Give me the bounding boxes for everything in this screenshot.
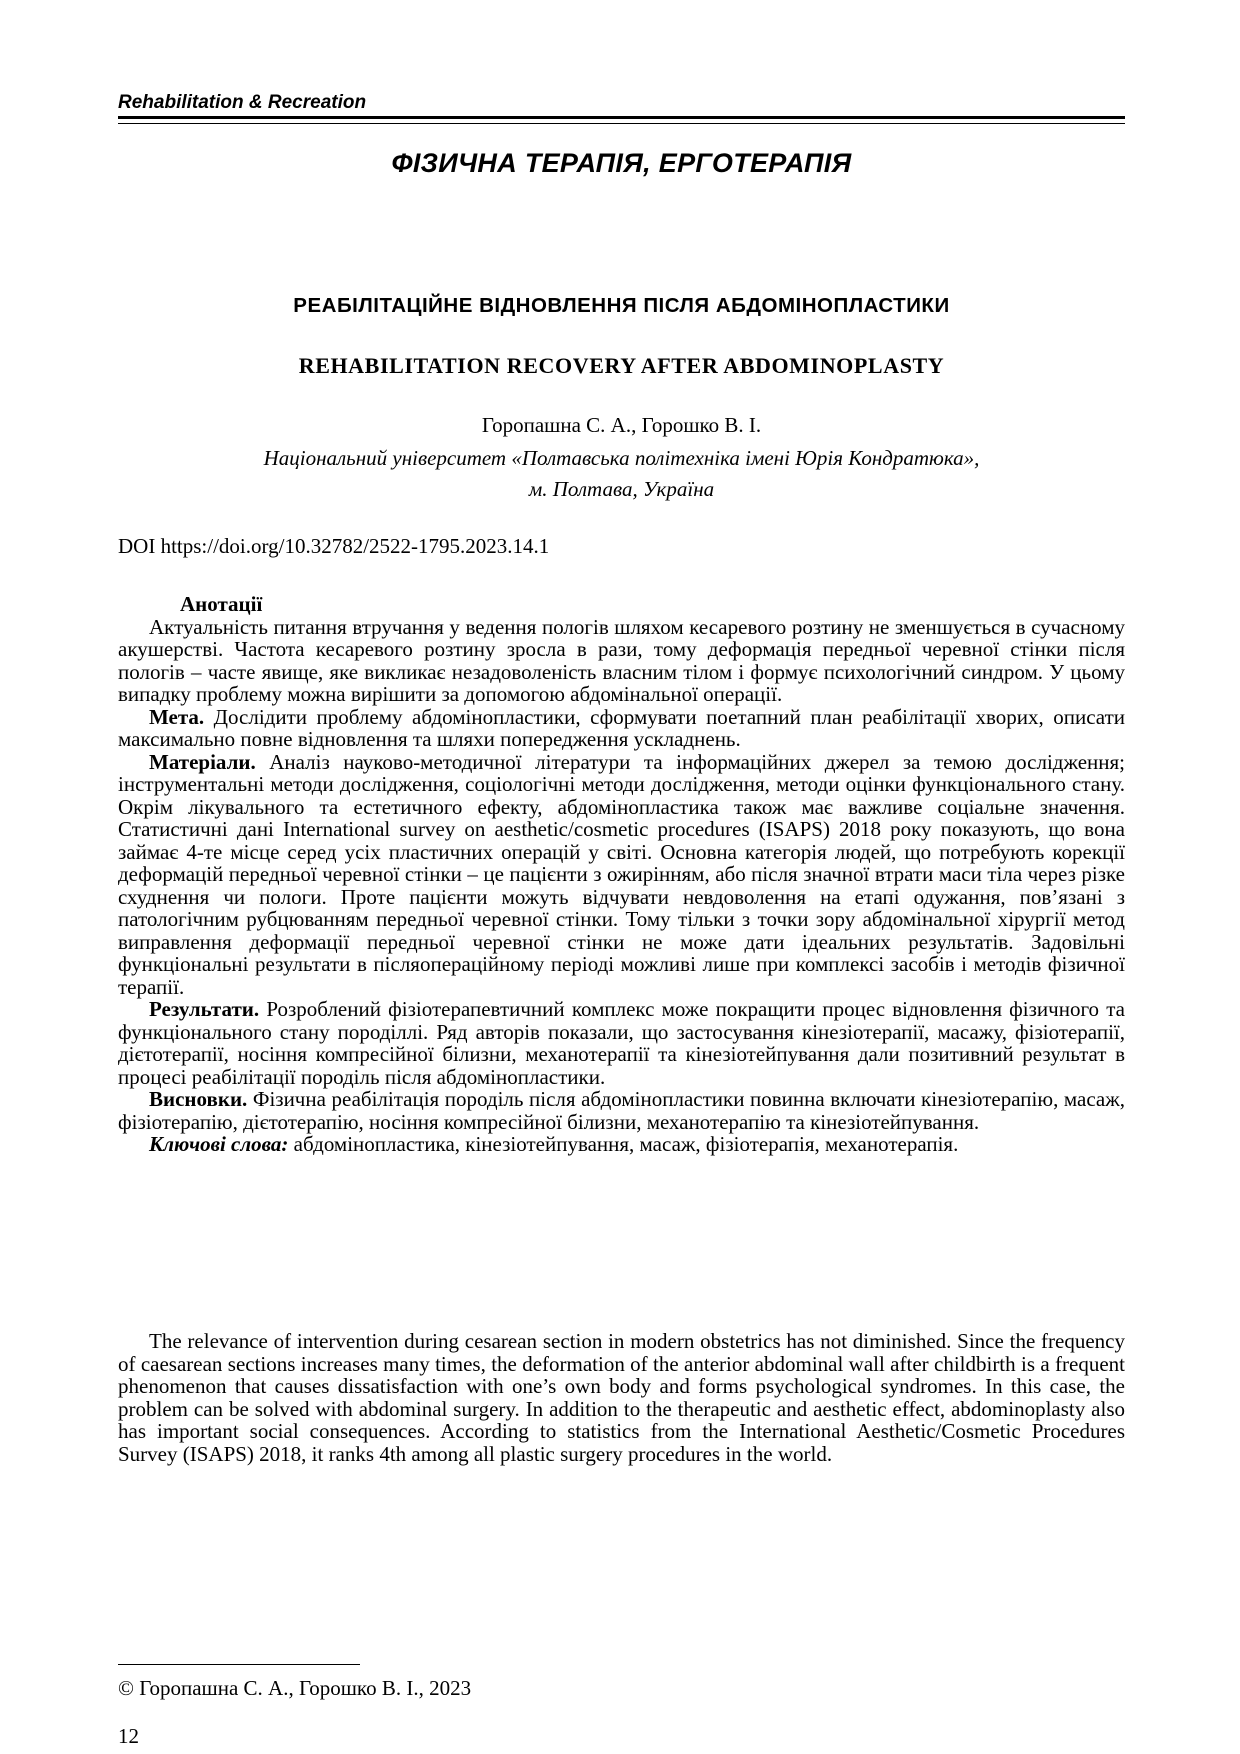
materials-text: Аналіз науково-методичної літератури та інформаційних джерел за темою дослідження; інструментальні методи дослідження, соціологічні методи дослідження, методи оцінки функціонального стану. Окрім лікувального та естетичного ефекту, абдомінопластика також має важливе соціальне значення. Статистичні дані International survey on aesthetic/cosmetic procedures (ISAPS) 2018 року показують, що вона займає 4-те місце серед усіх пластичних операцій у світі. Основна категорія людей, що потребують корекції деформацій передньої черевної стінки – це пацієнти з ожирінням, або після значної втрати маси тіла через різке схуднення чи пологи. Проте пацієнти можуть відчувати невдоволення на етапі одужання, пов’язані з патологічним рубцюванням передньої черевної стінки. Тому тільки з точки зору абдомінальної хірургії метод виправлення деформації передньої черевної стінки не може дати ідеальних результатів. Задовільні функціональні результати в післяопераційному періоді можливі лише при комплексі засобів і методів фізичної терапії. — [118, 749, 1125, 999]
abstract-relevance — [118, 616, 1125, 706]
copyright-notice: © Горопашна С. А., Горошко В. І., 2023 — [118, 1676, 472, 1700]
conclusions-text: Фізична реабілітація породіль після абдомінопластики повинна включати кінезіотерапію, масаж, фізіотерапію, дієтотерапію, носіння компресійної білизни, механотерапію та кінезіотейпування. — [118, 1087, 1125, 1134]
abstract-aim — [118, 706, 1125, 751]
abstract-results — [118, 998, 1125, 1088]
conclusions-label: Висновки. — [149, 1087, 248, 1111]
relevance-text: Актуальність питання втручання у ведення пологів шляхом кесаревого розтину не зменшується в сучасному акушерстві. Частота кесаревого розтину зросла в рази, тому деформація передньої черевної стінки після пологів – часте явище, яке викликає незадоволеність власним тілом і формує психологічний синдром. У цьому випадку проблему можна вирішити за допомогою абдомінальної операції. — [118, 614, 1125, 706]
abstract-keywords — [118, 1133, 1125, 1156]
aim-label: Мета. — [149, 704, 205, 729]
footnote-rule — [118, 1664, 360, 1665]
english-paragraph: The relevance of intervention during cesarean section in modern obstetrics has not diminished. Since the frequency of caesarean sections increases many times, the deformation of the anterior abdominal wall after childbirth is a frequent phenomenon that causes dissatisfaction with one’s own body and forms psychological syndromes. In this case, the problem can be solved with abdominal surgery. In addition to the therapeutic and aesthetic effect, abdominoplasty also has important social consequences. According to statistics from the International Aesthetic/Cosmetic Procedures Survey (ISAPS) 2018, it ranks 4th among all plastic surgery procedures in the world. — [118, 1329, 1125, 1466]
results-label: Результати. — [149, 997, 260, 1021]
abstract-english — [118, 1330, 1125, 1465]
abstract-conclusions — [118, 1088, 1125, 1133]
abstract-materials — [118, 751, 1125, 999]
section-title: ФІЗИЧНА ТЕРАПІЯ, ЕРГОТЕРАПІЯ — [391, 148, 852, 178]
authors: Горопашна С. А., Горошко В. І. — [481, 413, 762, 437]
abstract-heading: Анотації — [180, 592, 263, 616]
abstract-ukrainian — [118, 593, 1125, 1156]
article-title-ukrainian: РЕАБІЛІТАЦІЙНЕ ВІДНОВЛЕННЯ ПІСЛЯ АБДОМІНОПЛАСТИКИ — [293, 294, 950, 317]
affiliation-line-2: м. Полтава, Україна — [528, 477, 715, 501]
keywords-text: абдомінопластика, кінезіотейпування, масаж, фізіотерапія, механотерапія. — [288, 1132, 959, 1156]
doi-link[interactable]: DOI https://doi.org/10.32782/2522-1795.2023.14.1 — [118, 534, 550, 558]
keywords-label: Ключові слова: — [149, 1132, 289, 1156]
aim-text: Дослідити проблему абдомінопластики, сформувати поетапний план реабілітації хворих, описати максимально повне відновлення та шляхи попередження ускладнень. — [118, 704, 1125, 751]
header-rule-thick — [118, 116, 1125, 119]
affiliation-line-1: Національний університет «Полтавська політехніка імені Юрія Кондратюка», — [263, 446, 980, 470]
page-number: 12 — [118, 1724, 139, 1748]
header-rule-thin — [118, 123, 1125, 124]
affiliation — [118, 443, 1125, 505]
article-title-english: REHABILITATION RECOVERY AFTER ABDOMINOPLASTY — [298, 353, 945, 378]
materials-label: Матеріали. — [149, 749, 256, 774]
results-text: Розроблений фізіотерапевтичний комплекс може покращити процес відновлення фізичного та функціонального стану породіллі. Ряд авторів показали, що застосування кінезіотерапії, масажу, фізіотерапії, дієтотерапії, носіння компресійної білизни, механотерапії та кінезіотейпування дали позитивний результат в процесі реабілітації породіль після абдомінопластики. — [118, 997, 1125, 1089]
running-head: Rehabilitation & Recreation — [118, 92, 367, 113]
